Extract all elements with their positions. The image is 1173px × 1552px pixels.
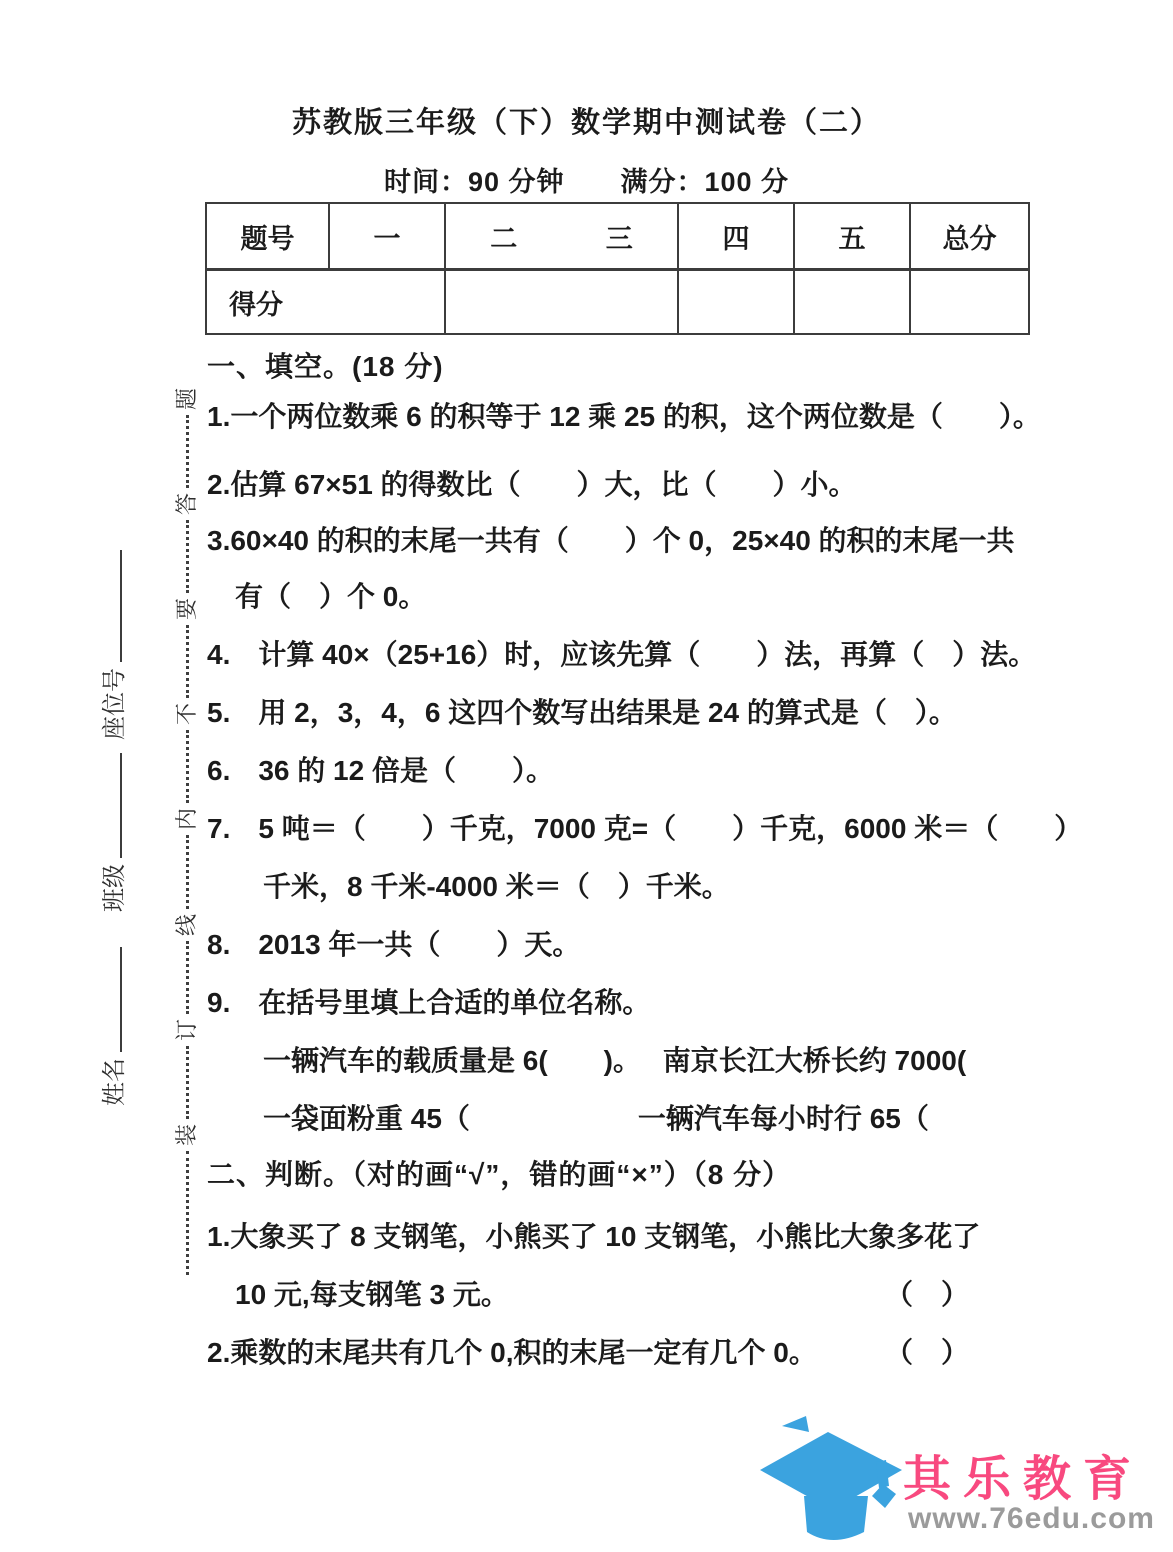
fill-question-5: 5. 用 2，3，4，6 这四个数写出结果是 24 的算式是（ ）。 [207,697,957,728]
brand-website: www.76edu.com [908,1502,1155,1535]
score-table-col-3: 三 [605,223,633,254]
fill-question-9a: 一辆汽车的载质量是 6( )。 南京长江大桥长约 7000( [207,1045,967,1076]
fill-question-8: 8. 2013 年一共（ ）天。 [207,929,581,960]
fill-question-4: 4. 计算 40×（25+16）时，应该先算（ ）法，再算（ ）法。 [207,639,1037,670]
score-table-col-4: 四 [678,203,794,270]
binding-dots [186,1151,189,1275]
judge-question-1b-text: 10 元,每支钢笔 3 元。 [207,1279,509,1310]
seat-number-field [100,550,130,740]
paper-subtitle: 时间：90 分钟 满分：100 分 [383,167,790,197]
judge-question-1a [207,1220,981,1254]
section-2-heading: 二、判断。（对的画“√”，错的画“×”）（8 分） [207,1159,792,1190]
answer-brackets: （ ） [884,1337,969,1368]
class-field [100,753,130,912]
binding-dots [186,520,189,593]
score-table-col-2: 二 [490,223,518,254]
judge-question-2 [207,1336,969,1370]
score-table-col-total: 总分 [910,203,1029,270]
binding-char: 订 [173,1018,199,1041]
binding-dots [186,835,189,908]
score-table [205,202,1030,335]
score-row-label: 得分 [206,270,445,335]
fill-question-3a: 3.60×40 的积的末尾一共有（ ）个 0，25×40 的积的末尾一共 [207,525,1015,556]
binding-char: 不 [173,703,199,726]
seat-number-label: 座位号 [101,668,128,740]
graduation-cap-icon [752,1412,910,1548]
name-label: 姓名 [101,1058,128,1106]
score-cell-empty [445,270,678,335]
binding-char: 内 [173,808,199,831]
fill-question-2: 2.估算 67×51 的得数比（ ）大，比（ ）小。 [207,469,857,500]
score-table-score-row [206,270,1029,335]
score-cell-empty [794,270,910,335]
answer-brackets: （ ） [884,1279,969,1310]
fill-question-7b: 千米，8 千米-4000 米＝（ ）千米。 [207,871,730,902]
score-table-col-5: 五 [794,203,910,270]
binding-dots [186,730,189,803]
brand-name: 其乐教育 [903,1453,1144,1506]
paper-title: 苏教版三年级（下）数学期中测试卷（二） [291,107,881,139]
score-cell-empty [678,270,794,335]
fill-question-9: 9. 在括号里填上合适的单位名称。 [207,987,651,1018]
binding-dots [186,415,189,488]
binding-dots [186,941,189,1014]
judge-question-1b [207,1278,969,1312]
fill-question-6: 6. 36 的 12 倍是（ ）。 [207,755,554,786]
binding-line [174,386,200,1278]
score-table-header-row [206,203,1029,270]
name-field [100,947,130,1106]
name-blank [116,947,122,1052]
score-table-col-2-3 [445,203,678,270]
fill-question-3b: 有（ ）个 0。 [207,581,427,612]
score-table-corner: 题号 [206,203,329,270]
section-1-heading: 一、填空。(18 分) [207,351,444,382]
score-cell-empty [910,270,1029,335]
class-blank [116,753,122,858]
binding-dots [186,1046,189,1119]
judge-question-1a-text: 1.大象买了 8 支钢笔，小熊买了 10 支钢笔，小熊比大象多花了 [207,1221,981,1252]
fill-question-7a: 7. 5 吨＝（ ）千克，7000 克=（ ）千克，6000 米＝（ ） [207,813,1083,844]
fill-question-9b: 一袋面粉重 45（ 一辆汽车每小时行 65（ [207,1103,929,1134]
binding-dots [186,625,189,698]
binding-char: 线 [173,913,199,936]
binding-char: 题 [173,387,199,411]
binding-char: 要 [173,598,199,621]
class-label: 班级 [101,864,128,912]
seat-number-blank [116,550,122,662]
fill-question-1: 1.一个两位数乘 6 的积等于 12 乘 25 的积，这个两位数是（ ）。 [207,401,1041,432]
judge-question-2-text: 2.乘数的末尾共有几个 0,积的末尾一定有几个 0。 [207,1337,817,1368]
score-table-col-1: 一 [329,203,445,270]
binding-char: 装 [173,1123,199,1146]
binding-char: 答 [173,493,199,516]
